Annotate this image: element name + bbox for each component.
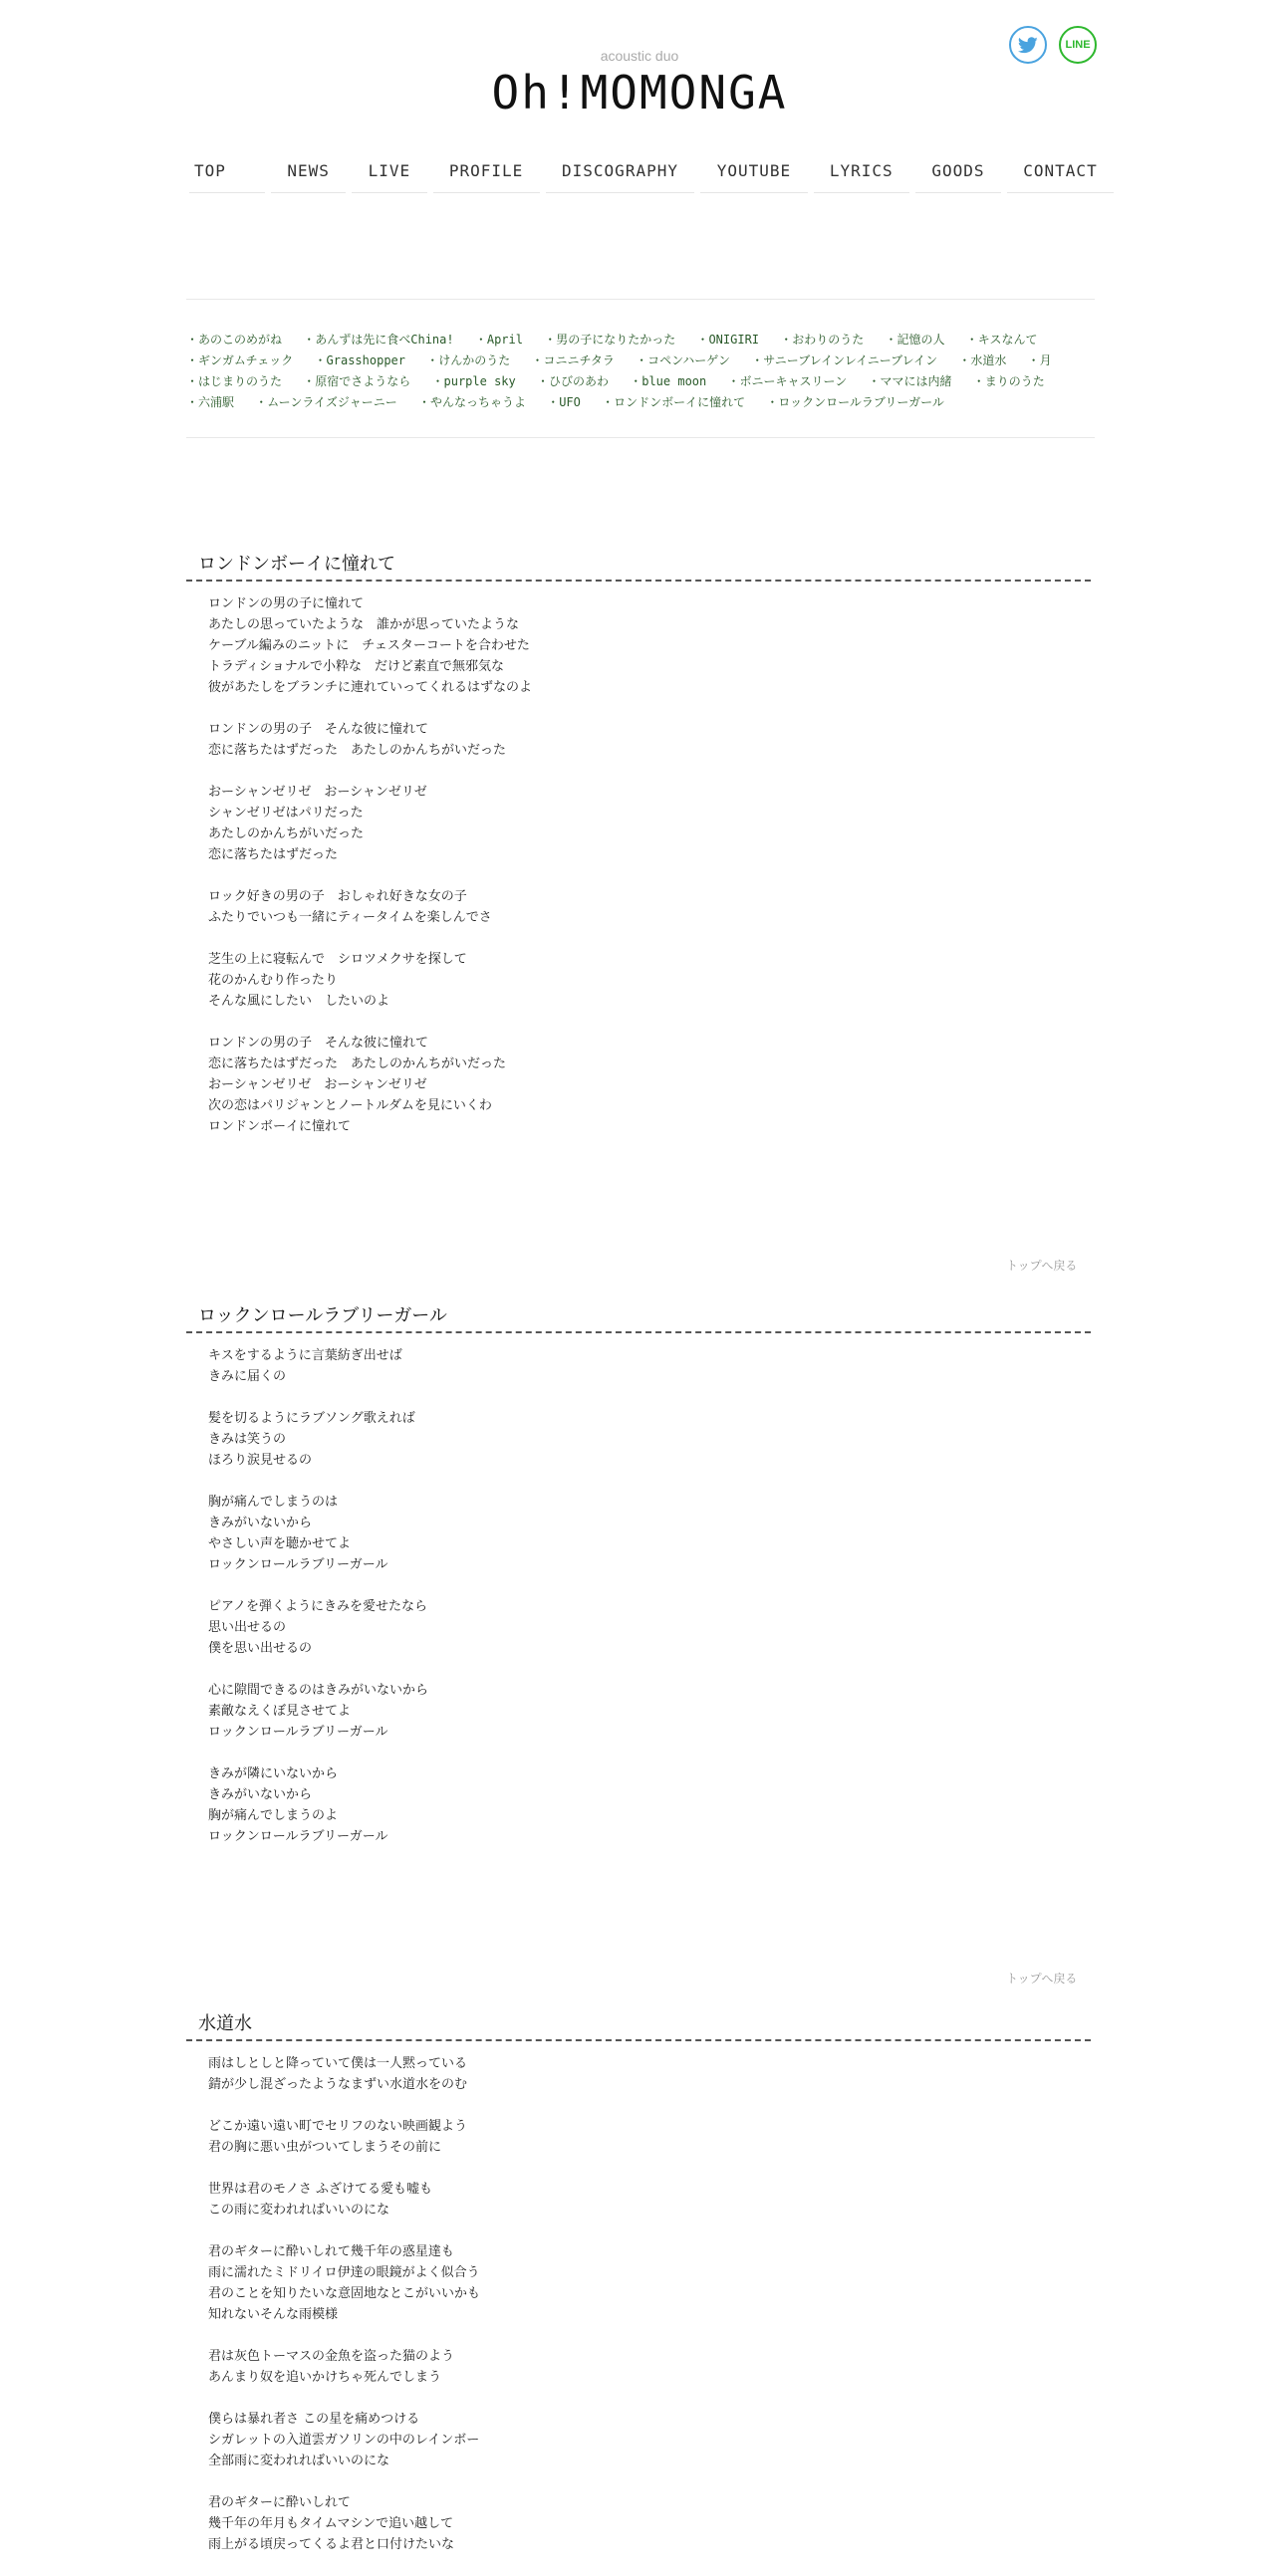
lyrics-line: 幾千年の年月もタイムマシンで追い越して bbox=[208, 2516, 454, 2531]
lyrics-stanza bbox=[208, 2116, 1091, 2158]
song-index-link[interactable]: ・サニーブレインレイニーブレイン bbox=[751, 353, 938, 367]
song-index-link[interactable]: ・男の子になりたかった bbox=[544, 333, 676, 347]
song-index-link[interactable]: ・ボニーキャスリーン bbox=[727, 374, 848, 388]
lyrics-line: 胸が痛んでしまうのは bbox=[208, 1495, 339, 1510]
lyrics-line: 君のギターに酔いしれて幾千年の惑星達も bbox=[208, 2244, 454, 2259]
lyrics-line: あたしの思っていたような 誰かが思っていたような bbox=[208, 617, 520, 632]
lyrics-line: どこか遠い遠い町でセリフのない映画観よう bbox=[208, 2119, 468, 2134]
lyrics-line: 素敵なえくぼ見させてよ bbox=[208, 1704, 352, 1719]
lyrics-stanza bbox=[208, 1680, 1091, 1743]
lyrics-line: ほろり涙見せるの bbox=[208, 1453, 313, 1468]
nav-youtube[interactable]: YOUTUBE bbox=[700, 157, 807, 193]
lyrics-line: 次の恋はパリジャンとノートルダムを見にいくわ bbox=[208, 1098, 492, 1113]
lyrics-stanza bbox=[208, 1763, 1091, 1847]
song-index bbox=[186, 299, 1095, 438]
song-index-link[interactable]: ・水道水 bbox=[958, 353, 1007, 367]
lyrics-line: 僕を思い出せるの bbox=[208, 1641, 313, 1656]
lyrics-line: ロンドンの男の子 そんな彼に憧れて bbox=[208, 1036, 429, 1051]
song-title: ロンドンボーイに憧れて bbox=[186, 550, 1091, 582]
lyrics-stanza bbox=[208, 2492, 1091, 2555]
song-lyrics bbox=[186, 2041, 1091, 2555]
lyrics-line: 君の胸に悪い虫がついてしまうその前に bbox=[208, 2140, 442, 2155]
song-index-link[interactable]: ・けんかのうた bbox=[426, 353, 511, 367]
lyrics-line: ケーブル編みのニットに チェスターコートを合わせた bbox=[208, 638, 530, 653]
song-section bbox=[186, 550, 1091, 1158]
lyrics-stanza bbox=[208, 593, 1091, 698]
lyrics-stanza bbox=[208, 719, 1091, 761]
lyrics-line: 雨上がる頃戻ってくるよ君と口付けたいな bbox=[208, 2537, 455, 2552]
song-index-link[interactable]: ・ロックンロールラブリーガール bbox=[766, 395, 944, 409]
lyrics-stanza bbox=[208, 949, 1091, 1012]
song-index-link[interactable]: ・月 bbox=[1027, 353, 1052, 367]
lyrics-line: ロック好きの男の子 おしゃれ好きな女の子 bbox=[208, 889, 467, 904]
song-index-link[interactable]: ・六浦駅 bbox=[186, 395, 235, 409]
nav-live[interactable]: LIVE bbox=[352, 157, 426, 193]
song-title: ロックンロールラブリーガール bbox=[186, 1301, 1091, 1333]
song-lyrics bbox=[186, 1333, 1091, 1847]
lyrics-line: ロンドンの男の子に憧れて bbox=[208, 596, 365, 611]
song-index-link[interactable]: ・ムーンライズジャーニー bbox=[255, 395, 397, 409]
back-to-top-link[interactable]: トップへ戻る bbox=[1006, 1259, 1078, 1273]
lyrics-line: 恋に落ちたはずだった あたしのかんちがいだった bbox=[208, 1056, 507, 1071]
lyrics-stanza bbox=[208, 1408, 1091, 1471]
lyrics-line: あんまり奴を追いかけちゃ死んでしまう bbox=[208, 2370, 442, 2385]
twitter-icon[interactable] bbox=[1009, 26, 1047, 64]
lyrics-line: 知れないそんな雨模様 bbox=[208, 2307, 339, 2322]
nav-discography[interactable]: DISCOGRAPHY bbox=[546, 157, 695, 193]
lyrics-line: 君のことを知りたいな意固地なとこがいいかも bbox=[208, 2286, 481, 2301]
lyrics-line: キスをするように言葉紡ぎ出せば bbox=[208, 1348, 402, 1363]
lyrics-line: 全部雨に変われればいいのにな bbox=[208, 2454, 390, 2468]
song-index-link[interactable]: ・あのこのめがね bbox=[186, 333, 283, 347]
lyrics-stanza bbox=[208, 1345, 1091, 1387]
lyrics-line: 錆が少し混ざったようなまずい水道水をのむ bbox=[208, 2077, 468, 2092]
song-index-link[interactable]: ・purple sky bbox=[431, 374, 516, 388]
lyrics-stanza bbox=[208, 2409, 1091, 2471]
song-index-link[interactable]: ・はじまりのうた bbox=[186, 374, 283, 388]
lyrics-line: 恋に落ちたはずだった bbox=[208, 847, 339, 862]
lyrics-line: きみが隣にいないから bbox=[208, 1766, 339, 1781]
site-header bbox=[0, 0, 1279, 199]
twitter-bird-icon bbox=[1018, 37, 1038, 54]
lyrics-line: 君は灰色トーマスの金魚を盗った猫のよう bbox=[208, 2349, 455, 2364]
song-index-link[interactable]: ・キスなんて bbox=[965, 333, 1038, 347]
song-index-link[interactable]: ・blue moon bbox=[630, 374, 707, 388]
lyrics-line: きみは笑うの bbox=[208, 1432, 287, 1447]
lyrics-line: やさしい声を聴かせてよ bbox=[208, 1536, 352, 1551]
nav-goods[interactable]: GOODS bbox=[915, 157, 1001, 193]
lyrics-line: ロックンロールラブリーガール bbox=[208, 1829, 388, 1844]
lyrics-line: 雨はしとしと降っていて僕は一人黙っている bbox=[208, 2056, 468, 2071]
nav-contact[interactable]: CONTACT bbox=[1007, 157, 1114, 193]
song-lyrics bbox=[186, 582, 1091, 1137]
lyrics-line: 花のかんむり作ったり bbox=[208, 973, 339, 988]
song-index-link[interactable]: ・ONIGIRI bbox=[696, 333, 760, 347]
song-index-link[interactable]: ・ひびのあわ bbox=[536, 374, 609, 388]
lyrics-line: きみがいないから bbox=[208, 1516, 313, 1530]
lyrics-line: シガレットの入道雲ガソリンの中のレインボー bbox=[208, 2433, 480, 2448]
nav-profile[interactable]: PROFILE bbox=[433, 157, 540, 193]
lyrics-line: おーシャンゼリゼ おーシャンゼリゼ bbox=[208, 1077, 427, 1092]
lyrics-line: ロンドンボーイに憧れて bbox=[208, 1119, 352, 1134]
lyrics-stanza bbox=[208, 2241, 1091, 2325]
song-section bbox=[186, 2009, 1091, 2576]
site-subtitle: acoustic duo bbox=[600, 48, 679, 64]
lyrics-line: 胸が痛んでしまうのよ bbox=[208, 1808, 339, 1823]
lyrics-stanza bbox=[208, 782, 1091, 865]
lyrics-line: 世界は君のモノさ ふざけてる愛も嘘も bbox=[208, 2182, 433, 2197]
song-index-link[interactable]: ・Grasshopper bbox=[314, 353, 405, 367]
lyrics-line: ふたりでいつも一緒にティータイムを楽しんでさ bbox=[208, 910, 492, 925]
nav-lyrics[interactable]: LYRICS bbox=[814, 157, 910, 193]
lyrics-line: ロックンロールラブリーガール bbox=[208, 1725, 388, 1740]
main-nav bbox=[186, 157, 1117, 193]
lyrics-line: ロックンロールラブリーガール bbox=[208, 1557, 388, 1572]
song-index-link[interactable]: ・ギンガムチェック bbox=[186, 353, 294, 367]
lyrics-stanza bbox=[208, 2346, 1091, 2388]
song-index-link[interactable]: ・コペンハーゲン bbox=[636, 353, 731, 367]
nav-top[interactable]: TOP bbox=[189, 157, 265, 193]
lyrics-line: そんな風にしたい したいのよ bbox=[208, 994, 390, 1009]
lyrics-stanza bbox=[208, 2179, 1091, 2221]
lyrics-line: あたしのかんちがいだった bbox=[208, 826, 365, 841]
lyrics-line: 雨に濡れたミドリイロ伊達の眼鏡がよく似合う bbox=[208, 2265, 480, 2280]
site-logo[interactable]: Oh!MOMONGA bbox=[491, 66, 788, 119]
song-index-link[interactable]: ・原宿でさようなら bbox=[303, 374, 411, 388]
song-index-link[interactable]: ・あんずは先に食べChina! bbox=[303, 333, 454, 347]
lyrics-line: トラディショナルで小粋な だけど素直で無邪気な bbox=[208, 659, 505, 674]
lyrics-line: 君のギターに酔いしれて bbox=[208, 2495, 351, 2510]
song-section bbox=[186, 1301, 1091, 1868]
song-index-link[interactable]: ・UFO bbox=[547, 395, 581, 409]
lyrics-stanza bbox=[208, 886, 1091, 928]
lyrics-line: 恋に落ちたはずだった あたしのかんちがいだった bbox=[208, 743, 507, 758]
lyrics-line: 芝生の上に寝転んで シロツメクサを探して bbox=[208, 952, 467, 967]
lyrics-stanza bbox=[208, 1596, 1091, 1659]
song-index-link[interactable]: ・コニニチタラ bbox=[531, 353, 615, 367]
lyrics-line: シャンゼリゼはパリだった bbox=[208, 806, 364, 820]
back-to-top-link[interactable]: トップへ戻る bbox=[1006, 1972, 1078, 1986]
nav-news[interactable]: NEWS bbox=[271, 157, 346, 193]
song-index-link[interactable]: ・April bbox=[474, 333, 523, 347]
lyrics-stanza bbox=[208, 1492, 1091, 1575]
lyrics-line: ピアノを弾くようにきみを愛せたなら bbox=[208, 1599, 427, 1614]
song-index-link[interactable]: ・ロンドンボーイに憧れて bbox=[602, 395, 746, 409]
lyrics-stanza bbox=[208, 1033, 1091, 1137]
lyrics-stanza bbox=[208, 2053, 1091, 2095]
lyrics-line: この雨に変われればいいのにな bbox=[208, 2203, 390, 2218]
lyrics-line: おーシャンゼリゼ おーシャンゼリゼ bbox=[208, 785, 427, 800]
lyrics-line: ロンドンの男の子 そんな彼に憧れて bbox=[208, 722, 429, 737]
song-index-link[interactable]: ・記憶の人 bbox=[885, 333, 945, 347]
lyrics-line: 髪を切るようにラブソング歌えれば bbox=[208, 1411, 415, 1426]
lyrics-line: きみがいないから bbox=[208, 1787, 313, 1802]
song-index-link[interactable]: ・まりのうた bbox=[972, 374, 1045, 388]
lyrics-line: 思い出せるの bbox=[208, 1620, 287, 1635]
lyrics-line: きみに届くの bbox=[208, 1369, 287, 1384]
lyrics-line: 心に隙間できるのはきみがいないから bbox=[208, 1683, 429, 1698]
song-index-link[interactable]: ・おわりのうた bbox=[780, 333, 865, 347]
song-title: 水道水 bbox=[186, 2009, 1091, 2041]
lyrics-line: 彼があたしをブランチに連れていってくれるはずなのよ bbox=[208, 680, 533, 695]
lyrics-line: 僕らは暴れ者さ この星を痛めつける bbox=[208, 2412, 420, 2427]
song-index-link[interactable]: ・やんなっちゃうよ bbox=[417, 395, 526, 409]
line-icon[interactable]: LINE bbox=[1059, 26, 1097, 64]
song-index-link[interactable]: ・ママには内緒 bbox=[868, 374, 952, 388]
